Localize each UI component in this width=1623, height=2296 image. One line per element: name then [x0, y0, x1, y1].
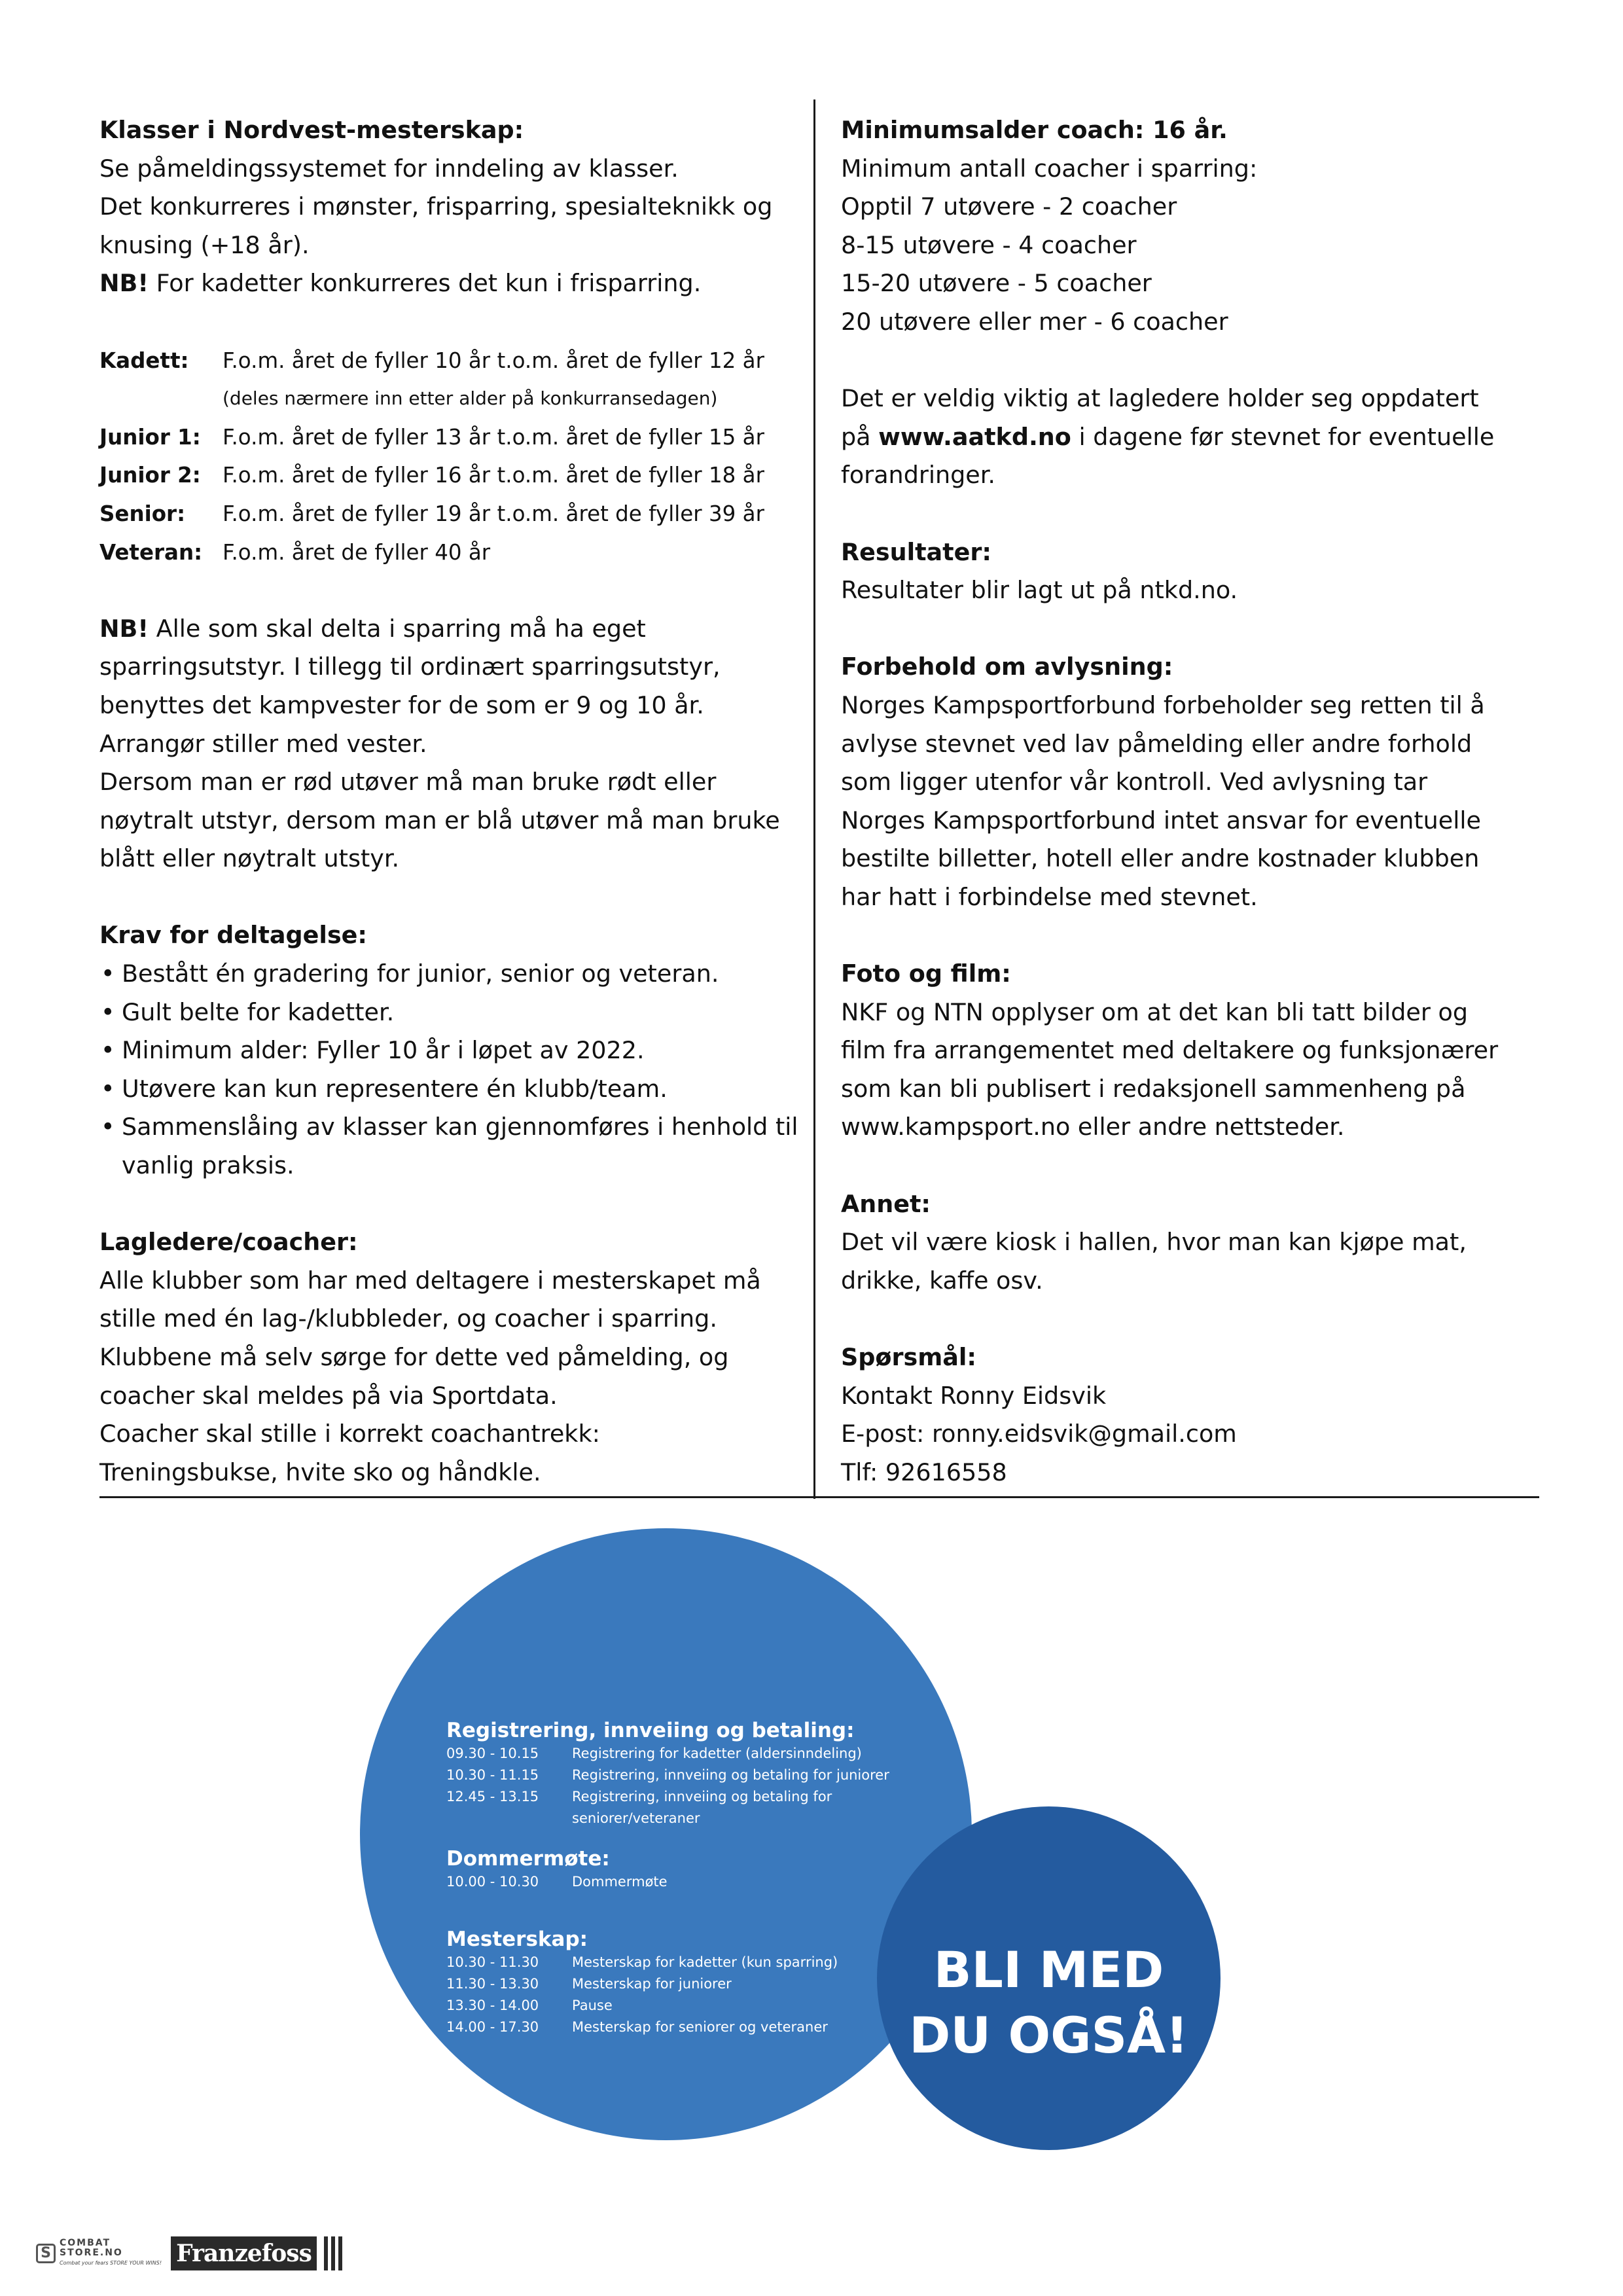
list-item: • Bestått én gradering for junior, senior og veteran. [99, 955, 813, 994]
photo-line-2: film fra arrangementet med deltakere og funksjonærer [841, 1036, 1499, 1065]
cancel-line-6: har hatt i forbindelse med stevnet. [841, 882, 1258, 911]
schedule-row: 09.30 - 10.15 Registrering for kadetter (aldersinndeling) [446, 1746, 862, 1761]
class-label: Kadett: [99, 348, 189, 373]
coaches-heading: Lagledere/coacher: [99, 1228, 358, 1257]
class-desc: F.o.m. året de fyller 10 år t.o.m. året de fyller 12 år [223, 348, 764, 373]
coach-min-line-1: Minimum antall coacher i sparring: [841, 154, 1258, 183]
questions-heading: Spørsmål: [841, 1343, 976, 1371]
update-line-2: på www.aatkd.no i dagene før stevnet for eventuelle [841, 422, 1495, 451]
class-label: Veteran: [99, 539, 203, 565]
update-line-3: forandringer. [841, 461, 996, 490]
classes-line-2: Det konkurreres i mønster, frisparring, spesialteknikk og [99, 192, 773, 221]
questions-line-1: Kontakt Ronny Eidsvik [841, 1381, 1107, 1410]
schedule-row: 12.45 - 13.15 Registrering, innveiing og betaling for [446, 1789, 832, 1804]
coach-min-heading: Minimumsalder coach: 16 år. [841, 116, 1228, 144]
classes-heading: Klasser i Nordvest-mesterskap: [99, 116, 524, 144]
right-column [841, 111, 1551, 1492]
coaches-line-5: Coacher skal stille i korrekt coachantrekk: [99, 1420, 600, 1448]
schedule-row: 13.30 - 14.00 Pause [446, 1998, 613, 2013]
requirements-list [99, 955, 813, 1185]
classes-line-3: knusing (+18 år). [99, 230, 310, 259]
cancel-line-4: Norges Kampsportforbund intet ansvar for eventuelle [841, 806, 1481, 834]
requirements-heading: Krav for deltagelse: [99, 921, 368, 950]
coach-min-line-4: 15-20 utøvere - 5 coacher [841, 269, 1152, 298]
class-label: Junior 2: [99, 463, 201, 488]
cancel-line-1: Norges Kampsportforbund forbeholder seg retten til å [841, 691, 1485, 719]
coaches-line-4: coacher skal meldes på via Sportdata. [99, 1381, 558, 1410]
photo-line-3: som kan bli publisert i redaksjonell sammenheng på [841, 1074, 1466, 1103]
schedule-row: 10.30 - 11.30 Mesterskap for kadetter (kun sparring) [446, 1954, 838, 1970]
class-desc: (deles nærmere inn etter alder på konkurransedagen) [223, 387, 718, 410]
class-label [99, 380, 223, 418]
class-row [99, 533, 813, 572]
other-line-1: Det vil være kiosk i hallen, hvor man kan kjøpe mat, [841, 1228, 1467, 1257]
cancel-line-5: bestilte billetter, hotell eller andre kostnader klubben [841, 844, 1480, 873]
class-table [99, 342, 813, 572]
other-heading: Annet: [841, 1189, 931, 1218]
aatkd-link[interactable]: www.aatkd.no [878, 422, 1071, 451]
photo-line-4: www.kampsport.no eller andre nettsteder. [841, 1113, 1345, 1141]
schedule-row: 11.30 - 13.30 Mesterskap for juniorer [446, 1976, 732, 1992]
championship-heading: Mesterskap: [446, 1928, 588, 1951]
questions-email: E-post: ronny.eidsvik@gmail.com [841, 1420, 1237, 1448]
photo-heading: Foto og film: [841, 960, 1011, 988]
list-item: • Sammenslåing av klasser kan gjennomføres i henhold til vanlig praksis. [99, 1108, 799, 1185]
coaches-line-2: stille med én lag-/klubbleder, og coacher i sparring. [99, 1304, 717, 1333]
classes-nb [99, 264, 813, 303]
photo-line-1: NKF og NTN opplyser om at det kan bli tatt bilder og [841, 997, 1468, 1026]
class-desc: F.o.m. året de fyller 19 år t.o.m. året de fyller 39 år [223, 501, 764, 526]
results-heading: Resultater: [841, 537, 991, 566]
schedule-row: seniorer/veteraner [572, 1810, 700, 1826]
schedule-row: 10.00 - 10.30 Dommermøte [446, 1874, 668, 1890]
column-divider [813, 99, 815, 1499]
coaches-line-3: Klubbene må selv sørge for dette ved påmelding, og [99, 1343, 729, 1371]
equipment-line-1: NB! Alle som skal delta i sparring må ha eget [99, 614, 646, 643]
class-row [99, 380, 813, 418]
cta-text [877, 1937, 1221, 2068]
cancel-line-2: avlyse stevnet ved lav påmelding eller andre forhold [841, 729, 1472, 758]
left-column [99, 111, 813, 1492]
equipment-line-6: nøytralt utstyr, dersom man er blå utøver må man bruke [99, 806, 780, 834]
class-desc: F.o.m. året de fyller 16 år t.o.m. året de fyller 18 år [223, 463, 764, 488]
coaches-line-1: Alle klubber som har med deltagere i mesterskapet må [99, 1266, 761, 1295]
questions-phone: Tlf: 92616558 [841, 1458, 1007, 1486]
combat-store-logo: S COMBAT STORE.NO Combat your fears STORE YOUR WINS! [36, 2238, 162, 2268]
franzefoss-logo: Franzefoss [171, 2236, 317, 2270]
list-item: • Minimum alder: Fyller 10 år i løpet av 2022. [99, 1031, 813, 1070]
registration-heading: Registrering, innveiing og betaling: [446, 1719, 855, 1742]
equipment-line-7: blått eller nøytralt utstyr. [99, 844, 400, 873]
cancel-heading: Forbehold om avlysning: [841, 653, 1173, 681]
franzefoss-bars-icon [321, 2236, 342, 2270]
coaches-line-6: Treningsbukse, hvite sko og håndkle. [99, 1458, 541, 1486]
equipment-line-4: Arrangør stiller med vester. [99, 729, 427, 758]
class-desc: F.o.m. året de fyller 40 år [223, 539, 491, 565]
class-row [99, 418, 813, 457]
class-desc: F.o.m. året de fyller 13 år t.o.m. året de fyller 15 år [223, 424, 764, 450]
sponsor-logos [36, 2235, 342, 2271]
classes-line-1: Se påmeldingssystemet for inndeling av klasser. [99, 154, 679, 183]
coach-min-line-3: 8-15 utøvere - 4 coacher [841, 230, 1137, 259]
class-row [99, 495, 813, 533]
cta-line-1: BLI MED [933, 1941, 1164, 1999]
referees-heading: Dommermøte: [446, 1847, 610, 1871]
equipment-line-3: benyttes det kampvester for de som er 9 og 10 år. [99, 691, 704, 719]
update-line-1: Det er veldig viktig at lagledere holder seg oppdatert [841, 384, 1479, 413]
class-label: Senior: [99, 501, 186, 526]
results-line-1: Resultater blir lagt ut på ntkd.no. [841, 576, 1238, 605]
class-label: Junior 1: [99, 424, 201, 450]
class-row [99, 456, 813, 495]
nb-text: For kadetter konkurreres det kun i frisparring. [149, 269, 702, 298]
class-row [99, 342, 813, 380]
cta-line-2: DU OGSÅ! [909, 2006, 1188, 2064]
schedule-row: 14.00 - 17.30 Mesterskap for seniorer og veteraner [446, 2019, 828, 2035]
coach-min-line-2: Opptil 7 utøvere - 2 coacher [841, 192, 1177, 221]
equipment-line-2: sparringsutstyr. I tillegg til ordinært sparringsutstyr, [99, 653, 721, 681]
other-line-2: drikke, kaffe osv. [841, 1266, 1043, 1295]
schedule [446, 1718, 918, 2038]
nb-label: NB! [99, 269, 149, 298]
list-item: • Utøvere kan kun representere én klubb/team. [99, 1070, 813, 1109]
nb-label: NB! [99, 614, 149, 643]
cancel-line-3: som ligger utenfor vår kontroll. Ved avlysning tar [841, 768, 1428, 797]
schedule-row: 10.30 - 11.15 Registrering, innveiing og betaling for juniorer [446, 1767, 889, 1783]
equipment-line-5: Dersom man er rød utøver må man bruke rødt eller [99, 768, 717, 797]
combat-store-icon: S [36, 2244, 56, 2263]
list-item: • Gult belte for kadetter. [99, 994, 813, 1032]
bottom-rule [99, 1496, 1539, 1498]
coach-min-line-5: 20 utøvere eller mer - 6 coacher [841, 307, 1228, 336]
